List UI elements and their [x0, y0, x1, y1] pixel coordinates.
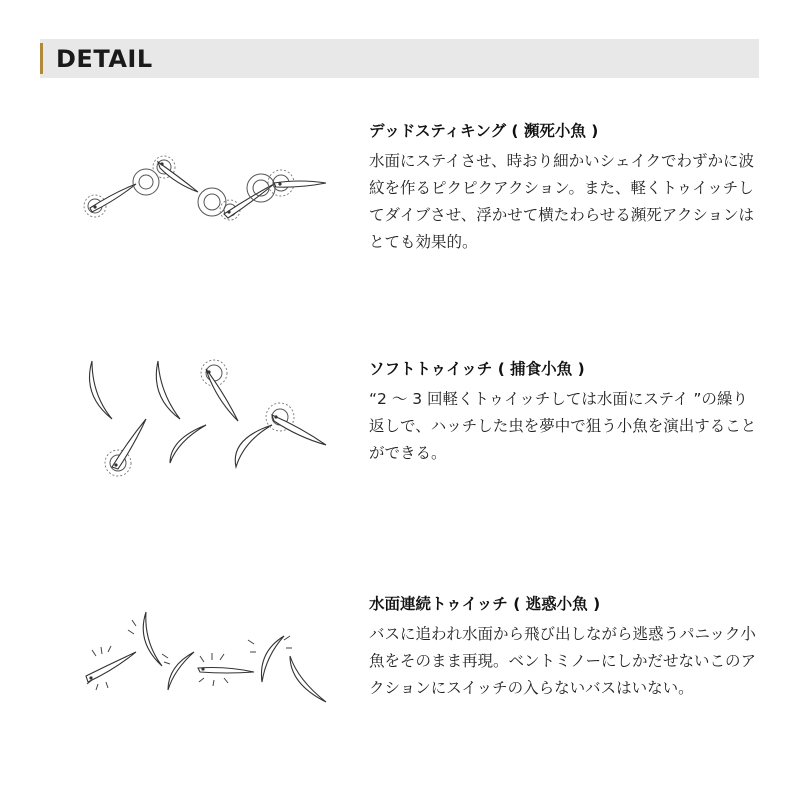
- ripple-icon: [198, 188, 226, 216]
- bent-lure-icon: [90, 361, 113, 419]
- detail-header: [40, 39, 759, 78]
- soft-twitch-illustration: [78, 355, 334, 480]
- section-description: “2 ～ 3 回軽くトゥイッチしては水面にステイ ”の繰り返しで、ハッチした虫を夢中で狙う小魚を演出することができる。: [369, 390, 757, 462]
- bent-lure-icon: [168, 652, 194, 690]
- header-accent-bar: [40, 43, 43, 74]
- ripple-icon: [247, 174, 275, 202]
- lure-icon: [153, 156, 198, 192]
- header-title: DETAIL: [56, 45, 153, 73]
- dead-sticking-illustration: [78, 148, 334, 232]
- section-description: 水面にステイさせ、時おり細かいシェイクでわずかに波紋を作るピクピクアクション。また、軽くトゥイッチしてダイブさせ、浮かせて横たわらせる瀕死アクションはとても効果的。: [369, 152, 755, 251]
- surface-twitch-illustration: [78, 606, 334, 706]
- bent-lure-icon: [170, 425, 206, 463]
- lure-icon: [268, 170, 326, 196]
- section-text: [369, 358, 759, 467]
- lure-icon: [266, 403, 326, 445]
- bent-lure-icon: [290, 656, 326, 702]
- section-description: バスに追われ水面から飛び出しながら逃惑うパニック小魚をそのまま再現。ベントミノーにしかだせないこのアクションにスイッチの入らないバスはいない。: [369, 625, 757, 697]
- section-text: [369, 120, 759, 256]
- lure-icon: [198, 667, 254, 673]
- section-text: [369, 593, 759, 702]
- section-title: ソフトトゥイッチ ( 捕食小魚 ): [369, 360, 585, 378]
- bent-lure-icon: [143, 612, 162, 666]
- section-title: 水面連続トゥイッチ ( 逃惑小魚 ): [369, 595, 601, 613]
- ripple-icon: [133, 169, 159, 195]
- lure-icon: [201, 360, 238, 421]
- bent-lure-icon: [235, 425, 272, 467]
- lure-icon: [105, 419, 146, 476]
- bent-lure-icon: [156, 361, 180, 419]
- lure-icon: [84, 184, 136, 217]
- lure-icon: [86, 652, 136, 682]
- section-title: デッドスティキング ( 瀕死小魚 ): [369, 122, 599, 140]
- bent-lure-icon: [261, 636, 284, 682]
